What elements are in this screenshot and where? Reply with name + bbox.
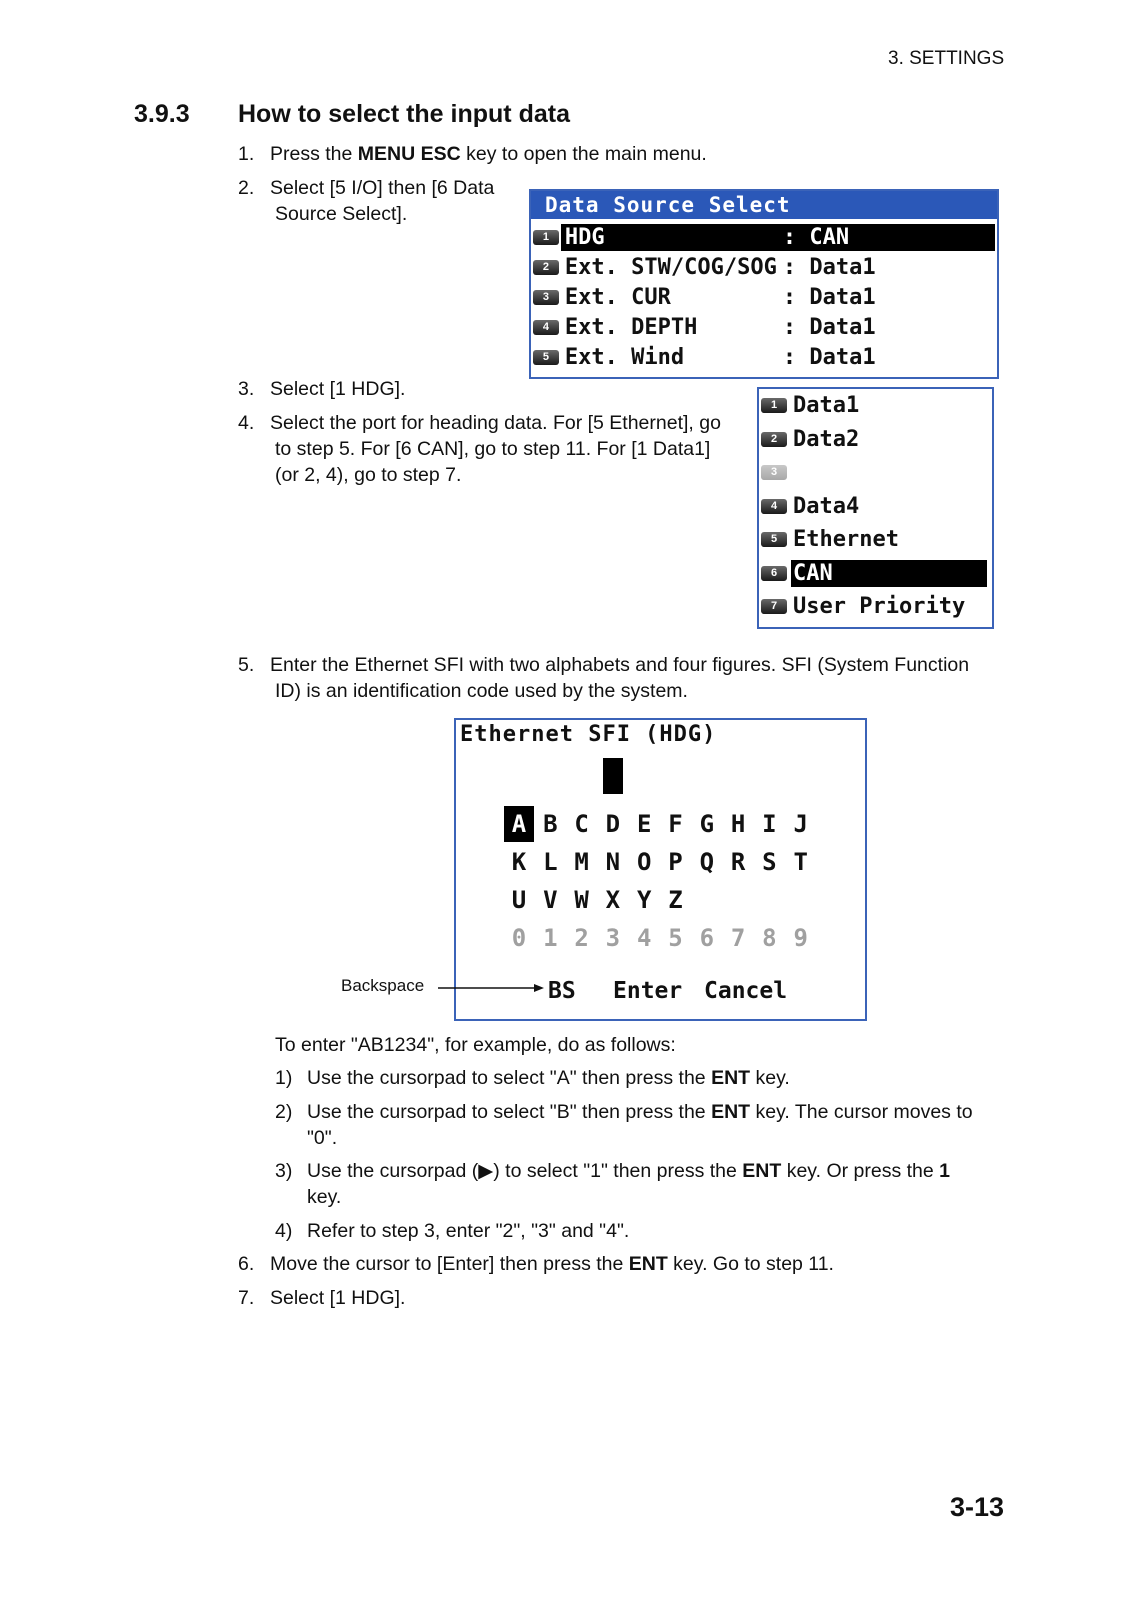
- section-number: 3.9.3: [134, 100, 190, 128]
- port-option[interactable]: [761, 459, 990, 486]
- letter-key[interactable]: W: [574, 886, 589, 914]
- menu-item-label: Ext. STW/COG/SOG: [564, 255, 777, 280]
- substep-2-cont: "0".: [307, 1127, 338, 1149]
- port-option[interactable]: [761, 593, 990, 620]
- step-6: 6. Move the cursor to [Enter] then press the ENT key. Go to step 11.: [238, 1253, 834, 1275]
- number-key-icon: 1: [533, 230, 559, 245]
- example-intro: To enter "AB1234", for example, do as follows:: [275, 1034, 676, 1056]
- substep-1: 1) Use the cursorpad to select "A" then press the ENT key.: [275, 1067, 790, 1089]
- letter-key[interactable]: R: [730, 848, 746, 876]
- letter-key[interactable]: O: [636, 848, 652, 876]
- sfi-screen-title: Ethernet SFI (HDG): [460, 722, 717, 747]
- letter-key[interactable]: N: [605, 848, 621, 876]
- number-key-icon: 3: [761, 465, 787, 480]
- menu-item-value: : Data1: [782, 345, 876, 370]
- digit-key[interactable]: 0: [511, 924, 527, 952]
- step-1: 1. Press the MENU ESC key to open the main menu.: [238, 143, 707, 165]
- menu-item-value: : CAN: [782, 225, 850, 250]
- callout-arrow: [438, 980, 546, 996]
- letter-key[interactable]: Z: [668, 886, 683, 914]
- letter-key[interactable]: L: [543, 848, 558, 876]
- digit-key[interactable]: 4: [636, 924, 652, 952]
- number-key-icon: 1: [761, 398, 787, 413]
- number-key-icon: 3: [533, 290, 559, 305]
- port-option[interactable]: [761, 426, 990, 453]
- digit-key[interactable]: 2: [574, 924, 589, 952]
- number-key-icon: 2: [761, 432, 787, 447]
- substep-3-cont: key.: [307, 1186, 342, 1208]
- menu-item-label: Ext. DEPTH: [564, 315, 698, 340]
- section-title: How to select the input data: [238, 100, 570, 128]
- letter-key[interactable]: P: [668, 848, 683, 876]
- enter-button[interactable]: Enter: [613, 978, 683, 1004]
- text-cursor: [603, 758, 623, 794]
- letter-key[interactable]: G: [699, 810, 715, 838]
- number-key-icon: 6: [761, 566, 787, 581]
- digit-key[interactable]: 6: [699, 924, 715, 952]
- letter-key[interactable]: I: [762, 810, 777, 838]
- digit-key[interactable]: 9: [793, 924, 808, 952]
- number-key-icon: 5: [761, 532, 787, 547]
- menu-item[interactable]: [533, 224, 995, 251]
- letter-key[interactable]: K: [511, 848, 527, 876]
- letter-key[interactable]: T: [793, 848, 808, 876]
- backspace-button[interactable]: BS: [548, 978, 576, 1004]
- step-4-cont-1: to step 5. For [6 CAN], go to step 11. For [1 Data1]: [275, 438, 711, 460]
- cancel-button[interactable]: Cancel: [704, 978, 788, 1004]
- step-2-cont: Source Select].: [275, 203, 408, 225]
- port-option-label: Data1: [793, 393, 860, 418]
- menu-item[interactable]: [533, 344, 995, 371]
- substep-4: 4) Refer to step 3, enter "2", "3" and "4".: [275, 1220, 630, 1242]
- menu-item-label: HDG: [564, 225, 605, 250]
- menu-item-label: Ext. Wind: [564, 345, 685, 370]
- backspace-callout-label: Backspace: [341, 976, 425, 995]
- letter-key[interactable]: Y: [636, 886, 652, 914]
- menu-item[interactable]: [533, 314, 995, 341]
- menu-item-value: : Data1: [782, 285, 876, 310]
- port-option-label: User Priority: [793, 594, 966, 619]
- port-option-label: Data2: [793, 426, 860, 452]
- step-5: 5. Enter the Ethernet SFI with two alphabets and four figures. SFI (System Function: [238, 654, 970, 676]
- letter-key[interactable]: J: [793, 810, 808, 838]
- port-option[interactable]: [761, 493, 990, 520]
- menu-item-label: Ext. CUR: [564, 285, 671, 310]
- step-4: 4. Select the port for heading data. For [5 Ethernet], go: [238, 412, 721, 434]
- number-key-icon: 2: [533, 260, 559, 275]
- letter-key[interactable]: F: [668, 810, 683, 838]
- letter-key[interactable]: A: [504, 806, 534, 842]
- number-key-icon: 4: [533, 320, 559, 335]
- menu-item-value: : Data1: [782, 255, 876, 280]
- letter-key[interactable]: X: [605, 886, 621, 914]
- number-key-icon: 5: [533, 350, 559, 365]
- chapter-header: 3. SETTINGS: [888, 48, 1005, 69]
- menu-item[interactable]: [533, 254, 995, 281]
- letter-key[interactable]: H: [730, 810, 746, 838]
- port-option-label: CAN: [791, 560, 987, 587]
- digit-key[interactable]: 1: [543, 924, 558, 952]
- number-key-icon: 7: [761, 599, 787, 614]
- letter-key[interactable]: Q: [699, 848, 715, 876]
- screen-title: Data Source Select: [531, 191, 997, 219]
- step-7: 7. Select [1 HDG].: [238, 1287, 406, 1309]
- port-select-screen: [757, 387, 994, 629]
- step-3: 3. Select [1 HDG].: [238, 378, 406, 400]
- port-option[interactable]: [761, 392, 990, 419]
- data-source-select-screen: [529, 189, 999, 379]
- letter-key[interactable]: M: [574, 848, 589, 876]
- menu-item[interactable]: [533, 284, 995, 311]
- letter-key[interactable]: D: [605, 810, 621, 838]
- letter-key[interactable]: B: [543, 810, 558, 838]
- letter-key[interactable]: U: [511, 886, 527, 914]
- substep-3: 3) Use the cursorpad (▶) to select "1" then press the ENT key. Or press the 1: [275, 1160, 951, 1182]
- port-option[interactable]: [761, 526, 990, 553]
- letter-key[interactable]: S: [762, 848, 777, 876]
- number-key-icon: 4: [761, 499, 787, 514]
- step-5-cont: ID) is an identification code used by the system.: [275, 680, 688, 702]
- digit-key[interactable]: 8: [762, 924, 777, 952]
- port-option-label: Data4: [793, 493, 860, 519]
- letter-key[interactable]: C: [574, 810, 589, 838]
- letter-key[interactable]: V: [543, 886, 558, 914]
- step-2: 2. Select [5 I/O] then [6 Data: [238, 177, 495, 199]
- digit-key[interactable]: 5: [668, 924, 683, 952]
- ethernet-sfi-screen: [454, 718, 867, 1021]
- step-4-cont-2: (or 2, 4), go to step 7.: [275, 464, 462, 486]
- letter-key[interactable]: E: [636, 810, 652, 838]
- substep-2: 2) Use the cursorpad to select "B" then press the ENT key. The cursor moves to: [275, 1101, 973, 1123]
- port-option-label: [791, 459, 987, 486]
- digit-key[interactable]: 3: [605, 924, 621, 952]
- port-option[interactable]: [761, 560, 990, 587]
- digit-key[interactable]: 7: [730, 924, 746, 952]
- menu-item-value: : Data1: [782, 315, 876, 340]
- port-option-label: Ethernet: [793, 527, 899, 552]
- page-number: 3-13: [950, 1492, 1005, 1522]
